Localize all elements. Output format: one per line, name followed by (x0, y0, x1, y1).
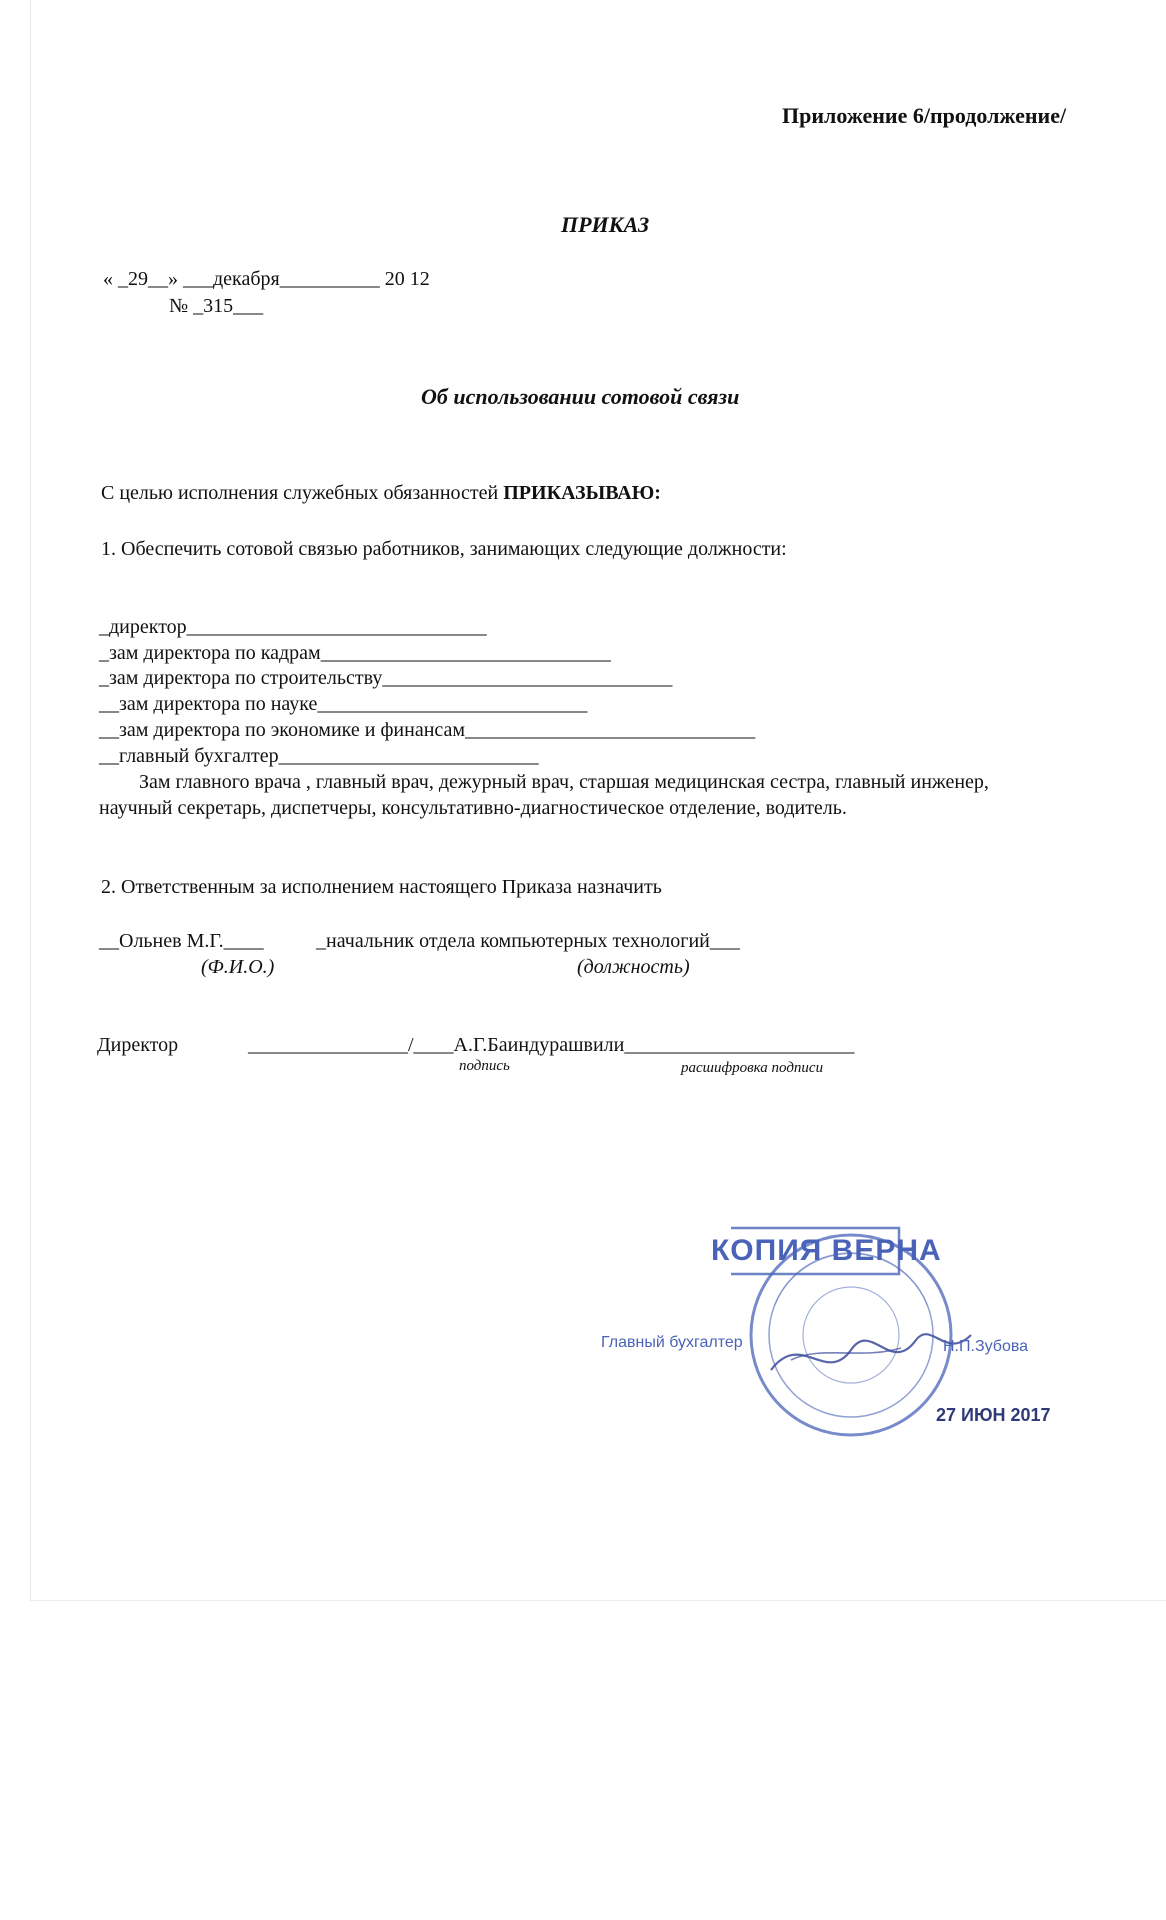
extra-positions-line-1: Зам главного врача , главный врач, дежурный врач, старшая медицинская сестра, главный инженер, (139, 771, 989, 793)
responsible-position: _начальник отдела компьютерных технологий___ (316, 930, 740, 952)
item1-heading: 1. Обеспечить сотовой связью работников, занимающих следующие должности: (101, 538, 787, 560)
order-subject: Об использовании сотовой связи (421, 384, 740, 409)
responsible-name: __Ольнев М.Г.____ (99, 930, 264, 952)
stamp-name: Н.П.Зубова (943, 1338, 1029, 1355)
annex-label: Приложение 6/продолжение/ (782, 103, 1067, 128)
position-line: _зам директора по строительству_____________________________ (99, 667, 673, 689)
date-line: « _29__» ___декабря__________ 20 12 (103, 268, 430, 290)
position-line: _зам директора по кадрам_____________________________ (99, 642, 611, 664)
stamp-position: Главный бухгалтер (601, 1334, 743, 1351)
decode-caption: расшифровка подписи (681, 1060, 824, 1076)
position-line: __зам директора по науке___________________________ (99, 693, 588, 715)
position-line: __главный бухгалтер__________________________ (99, 745, 539, 767)
certification-stamp (601, 1210, 1161, 1450)
stamp-copy-label: КОПИЯ ВЕРНА (711, 1234, 942, 1267)
intro-emphasis: ПРИКАЗЫВАЮ: (503, 482, 661, 504)
document-title: ПРИКАЗ (561, 212, 650, 237)
name-caption: (Ф.И.О.) (201, 956, 275, 978)
order-number: № _315___ (169, 295, 264, 317)
stamp-date: 27 ИЮН 2017 (936, 1405, 1051, 1425)
position-line: _директор______________________________ (99, 616, 487, 638)
extra-positions-line-2: научный секретарь, диспетчеры, консультативно-диагностическое отделение, водитель. (99, 797, 847, 819)
signature-role: Директор (97, 1034, 179, 1056)
document-page (30, 0, 1166, 1600)
signature-line: ________________/____А.Г.Баиндурашвили_______________________ (248, 1034, 855, 1056)
sign-caption: подпись (459, 1058, 510, 1074)
item2-heading: 2. Ответственным за исполнением настоящего Приказа назначить (101, 876, 662, 898)
position-caption: (должность) (577, 956, 690, 978)
intro-text: С целью исполнения служебных обязанностей (101, 482, 504, 504)
position-line: __зам директора по экономике и финансам_____________________________ (99, 719, 756, 741)
intro-paragraph (101, 482, 661, 505)
